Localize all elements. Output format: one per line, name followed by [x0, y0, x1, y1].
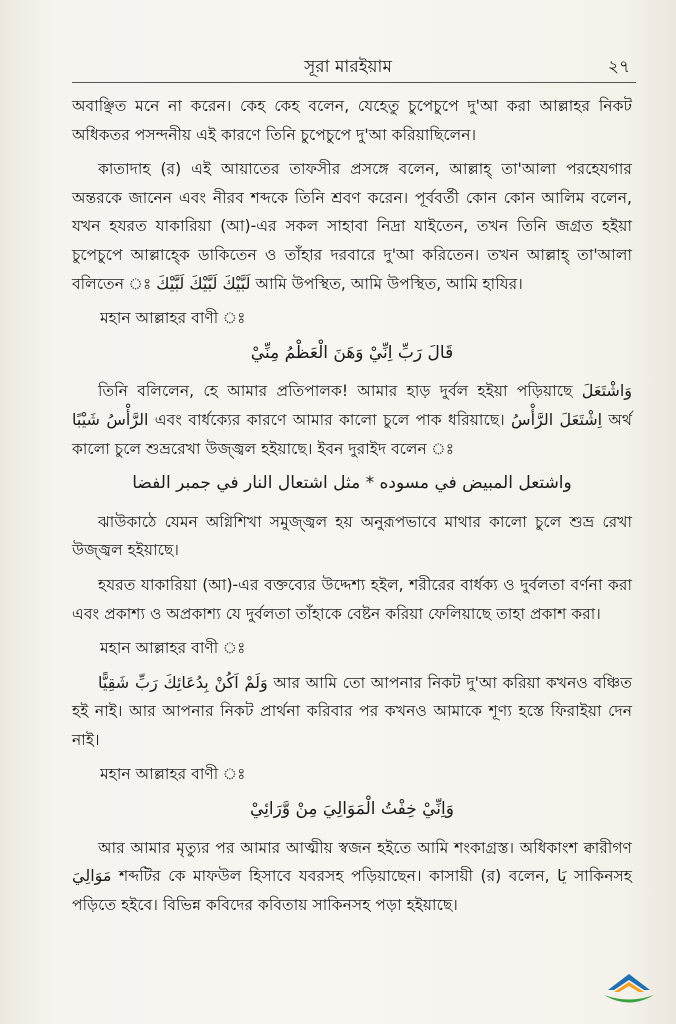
- arabic-verse-1: قَالَ رَبِّ اِنِّيْ وَهَنَ الْعَظْمُ مِنِّيْ: [250, 342, 454, 363]
- arabic-poem: واشتعل المبيض في مسوده * مثل اشتعال النار في جمبر الفضا: [132, 473, 572, 494]
- page-header: [60, 54, 636, 84]
- section-heading-2: মহান আল্লাহর বাণী ঃ: [100, 639, 246, 658]
- header-rule: [72, 82, 636, 83]
- paragraph-1: অবাঞ্ছিত মনে না করেন। কেহ কেহ বলেন, যেহেতু চুপেচুপে দু'আ করা আল্লাহর নিকট অধিকতর পসন্দনীয় এই কারণে তিনি চুপেচুপে দু'আ করিয়াছিলেন।: [72, 97, 632, 144]
- paragraph-6: [72, 669, 632, 755]
- paragraph-7-text-c: সাকিনসহ পড়িতে হইবে। বিভিন্ন কবিদের কবিতায় সাকিনসহ পড়া হইয়াছে।: [72, 867, 632, 914]
- paragraph-3-text-a: তিনি বলিলেন, হে আমার প্রতিপালক! আমার হাড় দুর্বল হইয়া পড়িয়াছে: [98, 382, 573, 401]
- paragraph-4: ঝাউকাঠে যেমন অগ্নিশিখা সমুজ্জ্বল হয় অনুরূপভাবে মাথার কালো চুলে শুভ্র রেখা উজ্জ্বল হইয়াছে।: [72, 512, 632, 560]
- paragraph-7-text-b: শব্দটির কে মাফউল হিসাবে যবরসহ পড়িয়াছেন। কাসায়ী (র) বলেন,: [119, 867, 550, 886]
- section-heading-3: মহান আল্লাহর বাণী ঃ: [100, 765, 246, 784]
- paragraph-5: হযরত যাকারিয়া (আ)-এর বক্তব্যের উদ্দেশ্য হইল, শরীরের বার্ধক্য ও দুর্বলতা বর্ণনা করা এবং প্রকাশ্য ও অপ্রকাশ্য যে দুর্বলতা তাঁহাকে বেষ্টন করিয়া ফেলিয়াছে তাহা প্রকাশ করা।: [72, 575, 632, 623]
- paragraph-3: [72, 377, 632, 463]
- arabic-verse-3: وَاِنِّيْ خِفْتُ الْمَوَالِيَ مِنْ وَّرَائِيْ: [250, 799, 454, 820]
- section-heading-1: মহান আল্লাহর বাণী ঃ: [100, 309, 246, 328]
- arabic-ya: يَا: [557, 866, 567, 886]
- arabic-labbayk: لَبَّيْكَ لَبَّيْكَ لَبَّيْكَ: [156, 273, 251, 293]
- publisher-logo-icon: [600, 968, 658, 1008]
- arabic-ishtaala-rasu: اِشْتَعَلَ الرَّأْسُ: [511, 409, 603, 429]
- chapter-title: সূরা মারইয়াম: [304, 57, 392, 77]
- arabic-ishtaala: وَاشْتَعَلَ: [581, 381, 632, 401]
- arabic-verse-2: وَلَمْ اَكُنْ بِدُعَائِكَ رَبِّ شَقِيًّا: [98, 672, 268, 692]
- arabic-rasu-shayba: الرَّأْسُ شَيْبًا: [72, 409, 149, 429]
- page-number: ২৭: [607, 57, 630, 77]
- arabic-mawaliya: مَوَالِيَ: [72, 866, 112, 886]
- paragraph-2-text-a: কাতাদাহ (র) এই আয়াতের তাফসীর প্রসঙ্গে বলেন, আল্লাহ্ তা'আলা পরহেযগার অন্তরকে জানেন এবং নীরব শব্দকে তিনি শ্রবণ করেন। পূর্ববর্তী কোন কোন আলিম বলেন, যখন হযরত যাকারিয়া (আ)-এর সকল সাহাবা নিদ্রা যাইতেন, তখন তিনি জগ্রত হইয়া চুপেচুপে আল্লাহ্কে ডাকিতেন ও তাঁহার দরবারে দু'আ করিতেন। তখন আল্লাহ্ তা'আলা বলিতেন ঃ: [72, 160, 632, 293]
- paragraph-3-text-c: অর্থ কালো চুলে শুভ্ররেখা উজ্জ্বল হইয়াছে। ইবন দুরাইদ বলেন ঃ: [72, 410, 632, 458]
- logo-green-base: [604, 995, 654, 1003]
- paragraph-7: [72, 834, 632, 920]
- paragraph-2-text-b: আমি উপস্থিত, আমি উপস্থিত, আমি হাযির।: [255, 274, 523, 293]
- page-body: [72, 92, 632, 925]
- paragraph-2: [72, 155, 632, 298]
- paragraph-3-text-b: এবং বার্ধক্যের কারণে আমার কালো চুলে পাক ধরিয়াছে।: [154, 410, 505, 429]
- paragraph-7-text-a: আর আমার মৃত্যুর পর আমার আত্মীয় স্বজন হইতে আমি শংকাগ্রস্ত। অধিকাংশ ক্বারীগণ: [98, 838, 632, 857]
- paragraph-6-text: আর আমি তো আপনার নিকট দু'আ করিয়া কখনও বঞ্চিত হই নাই। আর আপনার নিকট প্রার্থনা করিবার পর কখনও আমাকে শূণ্য হস্তে ফিরাইয়া দেন নাই।: [72, 673, 632, 749]
